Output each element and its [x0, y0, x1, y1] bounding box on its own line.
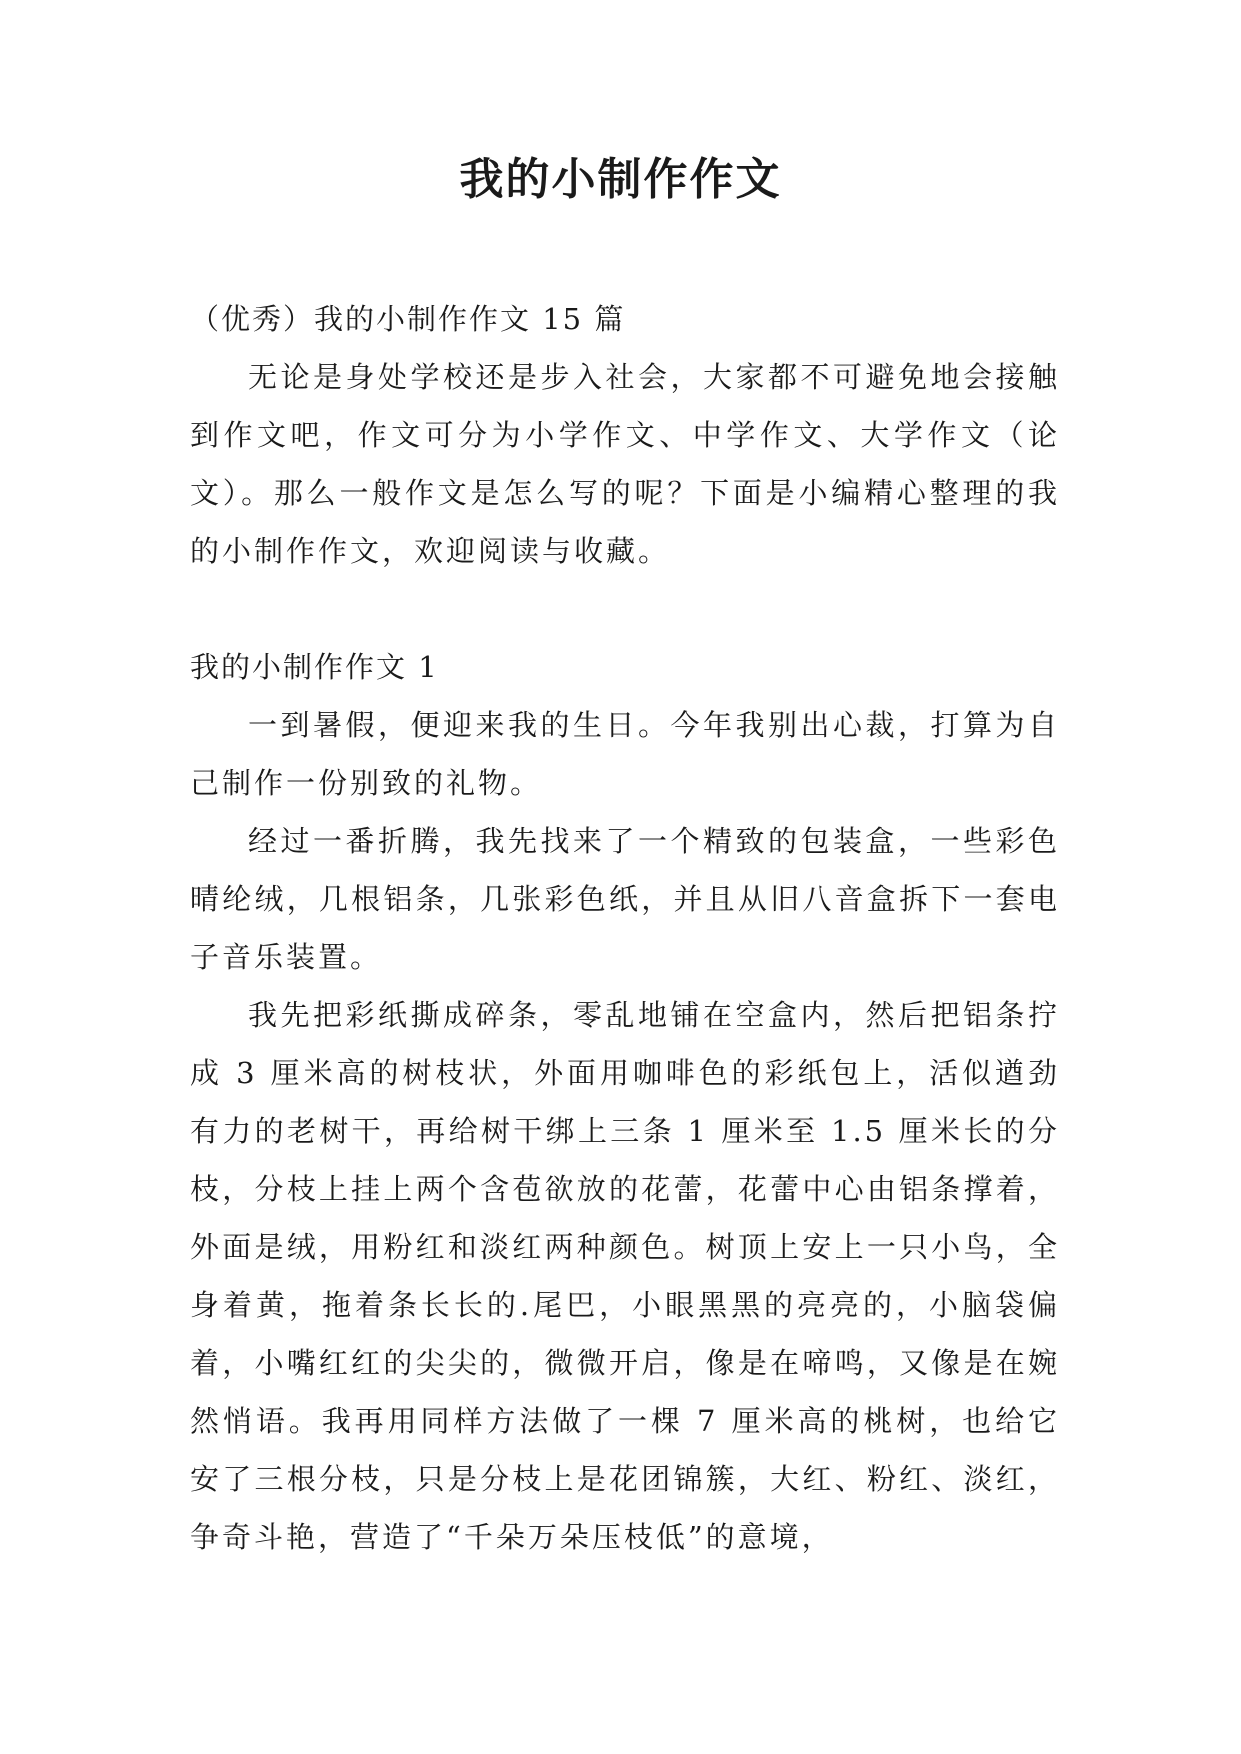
- intro-paragraph: 无论是身处学校还是步入社会，大家都不可避免地会接触到作文吧，作文可分为小学作文、中学作文、大学作文（论文）。那么一般作文是怎么写的呢？下面是小编精心整理的我的小制作作文，欢迎阅读与收藏。: [190, 360, 1060, 568]
- document-title: 我的小制作作文: [459, 154, 782, 205]
- document-subtitle: （优秀）我的小制作作文 15 篇: [190, 302, 626, 336]
- body-paragraph: 我先把彩纸撕成碎条，零乱地铺在空盒内，然后把铝条拧成 3 厘米高的树枝状，外面用咖啡色的彩纸包上，活似遒劲有力的老树干，再给树干绑上三条 1 厘米至 1.5 厘米长的分枝，分枝上挂上两个含苞欲放的花蕾，花蕾中心由铝条撑着，外面是绒，用粉红和淡红两种颜色。树顶上安上一只小鸟，全身着黄，拖着条长长的.尾巴，小眼黑黑的亮亮的，小脑袋偏着，小嘴红红的尖尖的，微微开启，像是在啼鸣，又像是在婉然悄语。我再用同样方法做了一棵 7 厘米高的桃树，也给它安了三根分枝，只是分枝上是花团锦簇，大红、粉红、淡红，争奇斗艳，营造了“千朵万朵压枝低”的意境，: [190, 998, 1060, 1554]
- body-paragraph: 经过一番折腾，我先找来了一个精致的包装盒，一些彩色晴纶绒，几根铝条，几张彩色纸，并且从旧八音盒拆下一套电子音乐装置。: [190, 824, 1060, 974]
- body-paragraph: 一到暑假，便迎来我的生日。今年我别出心裁，打算为自己制作一份别致的礼物。: [190, 708, 1060, 800]
- section-heading: 我的小制作作文 1: [190, 650, 439, 684]
- document-body: [190, 290, 1060, 1566]
